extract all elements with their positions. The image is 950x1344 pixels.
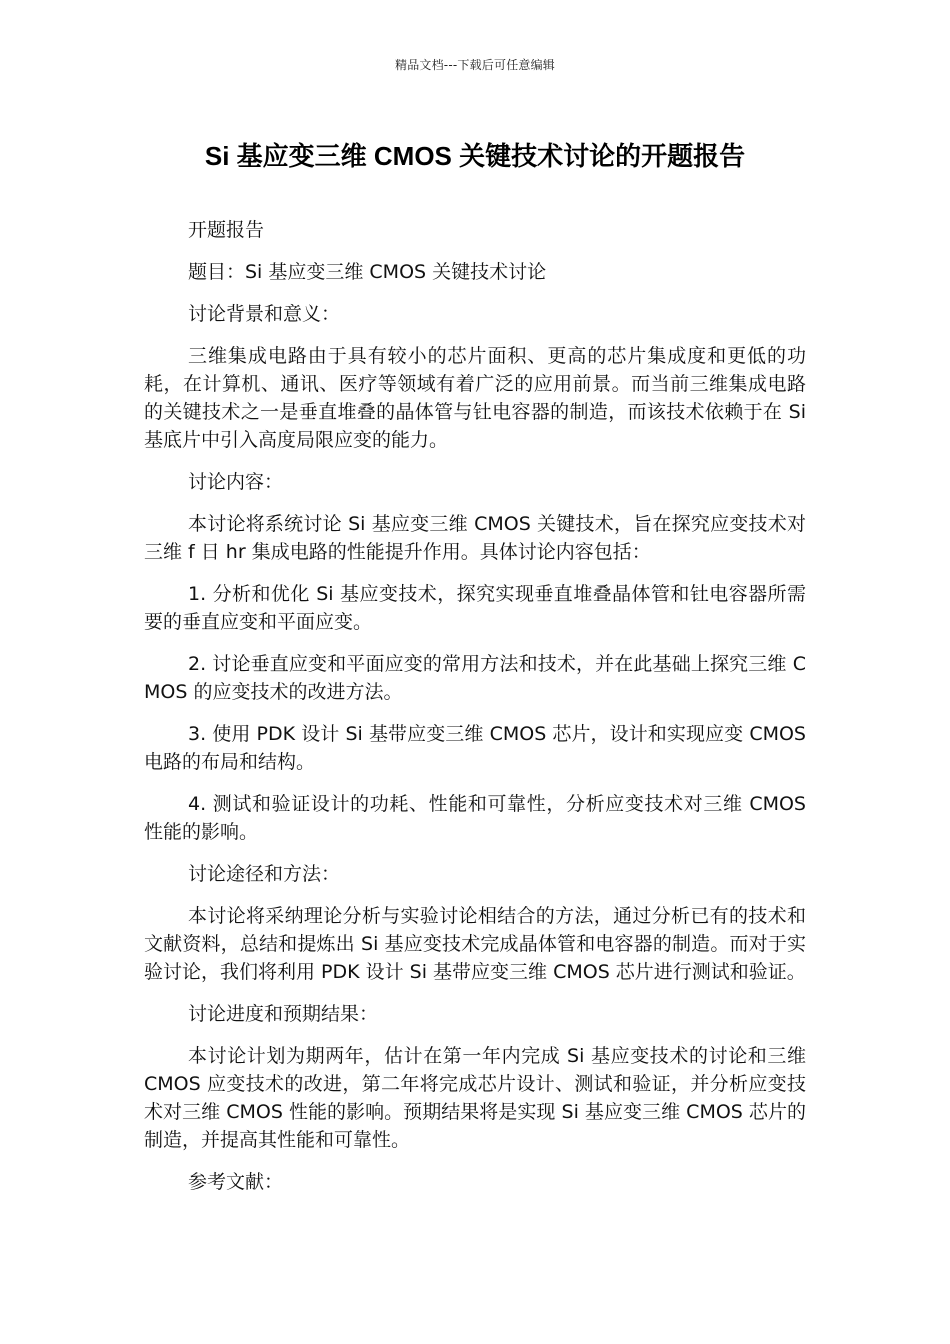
content-item-4: 4. 测试和验证设计的功耗、性能和可靠性，分析应变技术对三维 CMOS 性能的影响。 bbox=[144, 793, 806, 843]
header-note: 精品文档---下载后可任意编辑 bbox=[395, 58, 555, 72]
background-paragraph: 三维集成电路由于具有较小的芯片面积、更高的芯片集成度和更低的功耗，在计算机、通讯、医疗等领域有着广泛的应用前景。而当前三维集成电路的关键技术之一是垂直堆叠的晶体管与钍电容器的制造，而该技术依赖于在 Si 基底片中引入高度局限应变的能力。 bbox=[144, 345, 806, 451]
content-intro-paragraph: 本讨论将系统讨论 Si 基应变三维 CMOS 关键技术，旨在探究应变技术对三维 f 日 hr 集成电路的性能提升作用。具体讨论内容包括： bbox=[144, 513, 806, 563]
document-body bbox=[144, 216, 806, 1196]
content-item-1: 1. 分析和优化 Si 基应变技术，探究实现垂直堆叠晶体管和钍电容器所需要的垂直应变和平面应变。 bbox=[144, 583, 806, 633]
section-heading-content: 讨论内容： bbox=[188, 471, 284, 493]
methods-paragraph: 本讨论将采纳理论分析与实验讨论相结合的方法，通过分析已有的技术和文献资料，总结和提炼出 Si 基应变技术完成晶体管和电容器的制造。而对于实验讨论，我们将利用 PDK 设计 Si 基带应变三维 CMOS 芯片进行测试和验证。 bbox=[144, 905, 806, 983]
section-heading-background: 讨论背景和意义： bbox=[188, 303, 341, 325]
section-heading-schedule: 讨论进度和预期结果： bbox=[188, 1003, 379, 1025]
topic-line: 题目：Si 基应变三维 CMOS 关键技术讨论 bbox=[188, 261, 547, 283]
content-item-3: 3. 使用 PDK 设计 Si 基带应变三维 CMOS 芯片，设计和实现应变 CMOS 电路的布局和结构。 bbox=[144, 723, 806, 773]
section-label-report: 开题报告 bbox=[188, 219, 265, 241]
schedule-paragraph: 本讨论计划为期两年，估计在第一年内完成 Si 基应变技术的讨论和三维 CMOS 应变技术的改进，第二年将完成芯片设计、测试和验证，并分析应变技术对三维 CMOS 性能的影响。预期结果将是实现 Si 基应变三维 CMOS 芯片的制造，并提高其性能和可靠性。 bbox=[144, 1045, 806, 1151]
section-heading-methods: 讨论途径和方法： bbox=[188, 863, 341, 885]
section-heading-references: 参考文献： bbox=[188, 1171, 284, 1193]
content-item-2: 2. 讨论垂直应变和平面应变的常用方法和技术，并在此基础上探究三维 CMOS 的应变技术的改进方法。 bbox=[144, 653, 806, 703]
document-title: Si 基应变三维 CMOS 关键技术讨论的开题报告 bbox=[204, 141, 746, 171]
